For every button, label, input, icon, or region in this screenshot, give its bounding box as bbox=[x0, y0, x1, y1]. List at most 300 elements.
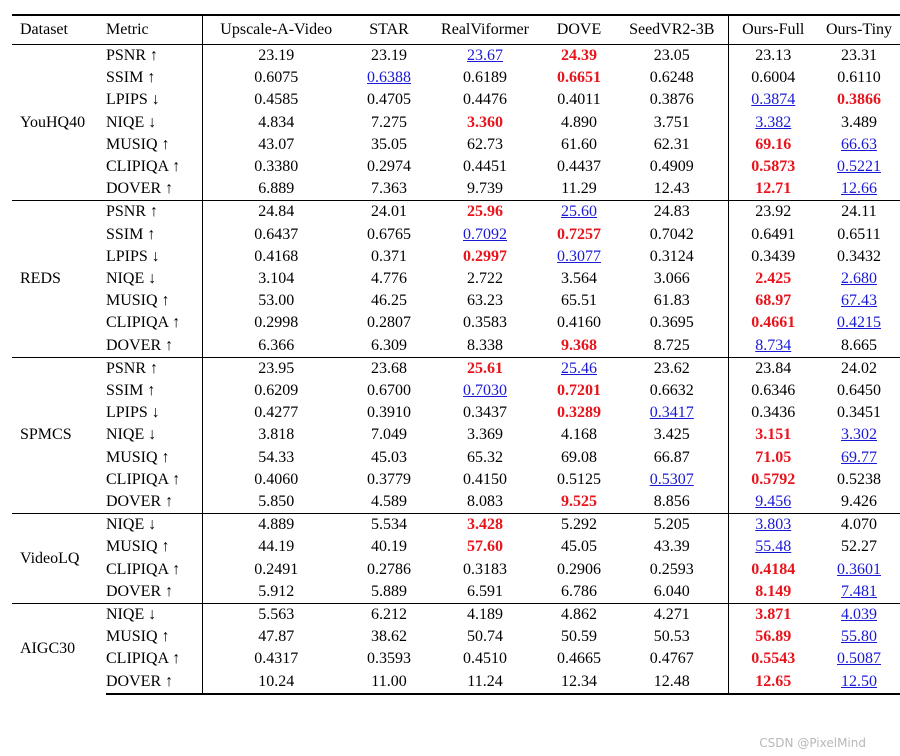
value: 50.74 bbox=[467, 628, 503, 646]
cell-ours-tiny bbox=[818, 447, 900, 469]
cell-ours-tiny bbox=[818, 112, 900, 134]
value: 10.24 bbox=[258, 672, 295, 690]
cell-star bbox=[350, 178, 428, 201]
header-realviformer: RealViformer bbox=[428, 15, 542, 45]
cell-star bbox=[350, 491, 428, 514]
value: 11.00 bbox=[371, 672, 407, 690]
cell-ours-tiny bbox=[818, 246, 900, 268]
value: 8.083 bbox=[467, 493, 503, 511]
value-second: 0.7030 bbox=[463, 382, 507, 400]
cell-upscale-a-video bbox=[202, 268, 350, 290]
value: 45.03 bbox=[371, 448, 407, 466]
value: 0.4011 bbox=[557, 91, 601, 109]
table-row bbox=[12, 380, 900, 402]
cell-star bbox=[350, 514, 428, 537]
cell-seedvr2-3b bbox=[616, 178, 728, 201]
table-row bbox=[12, 626, 900, 648]
value: 0.3380 bbox=[254, 158, 299, 176]
table-row bbox=[12, 178, 900, 201]
value: 6.786 bbox=[561, 582, 597, 600]
cell-ours-full bbox=[728, 491, 818, 514]
cell-upscale-a-video bbox=[202, 156, 350, 178]
cell-star bbox=[350, 335, 428, 358]
value-second: 0.3874 bbox=[751, 91, 796, 109]
cell-dove bbox=[542, 514, 616, 537]
value: 0.4665 bbox=[557, 650, 601, 668]
cell-dove bbox=[542, 201, 616, 224]
value: 4.862 bbox=[561, 606, 597, 624]
value: 35.05 bbox=[371, 135, 407, 153]
cell-seedvr2-3b bbox=[616, 246, 728, 268]
table-row bbox=[12, 671, 900, 694]
value: 4.776 bbox=[371, 270, 407, 288]
value-second: 0.3601 bbox=[837, 560, 881, 578]
cell-ours-full bbox=[728, 357, 818, 380]
value-second: 0.5221 bbox=[837, 158, 881, 176]
metric-label: DOVER ↑ bbox=[106, 336, 174, 354]
table-row bbox=[12, 604, 900, 627]
value-best: 3.871 bbox=[755, 606, 792, 624]
metric-label: SSIM ↑ bbox=[106, 382, 156, 400]
cell-upscale-a-video bbox=[202, 402, 350, 424]
value-best: 57.60 bbox=[467, 538, 503, 556]
value: 23.95 bbox=[258, 359, 295, 377]
dataset-label: SPMCS bbox=[12, 357, 106, 513]
table-row bbox=[12, 268, 900, 290]
cell-dove bbox=[542, 89, 616, 111]
cell-dove bbox=[542, 312, 616, 334]
cell-upscale-a-video bbox=[202, 447, 350, 469]
value-best: 3.428 bbox=[467, 516, 503, 534]
table-row bbox=[12, 424, 900, 446]
table-body bbox=[12, 45, 900, 694]
value: 66.87 bbox=[653, 448, 690, 466]
cell-seedvr2-3b bbox=[616, 469, 728, 491]
metric-label: NIQE ↓ bbox=[106, 514, 202, 537]
cell-seedvr2-3b bbox=[616, 268, 728, 290]
value: 0.3593 bbox=[367, 650, 411, 668]
cell-upscale-a-video bbox=[202, 290, 350, 312]
cell-upscale-a-video bbox=[202, 89, 350, 111]
cell-seedvr2-3b bbox=[616, 604, 728, 627]
value: 0.2974 bbox=[367, 158, 411, 176]
value-second: 0.5307 bbox=[649, 470, 694, 488]
cell-ours-tiny bbox=[818, 648, 900, 670]
cell-seedvr2-3b bbox=[616, 424, 728, 446]
metric-label: DOVER ↑ bbox=[106, 493, 174, 511]
value: 0.3436 bbox=[751, 404, 796, 422]
value: 24.01 bbox=[371, 203, 407, 221]
table-row bbox=[12, 290, 900, 312]
value: 0.371 bbox=[371, 247, 407, 265]
value: 8.665 bbox=[841, 336, 877, 354]
value: 3.751 bbox=[653, 113, 690, 131]
cell-ours-full bbox=[728, 178, 818, 201]
cell-upscale-a-video bbox=[202, 648, 350, 670]
value: 0.6765 bbox=[367, 225, 411, 243]
value-second: 25.46 bbox=[561, 359, 597, 377]
value-second: 23.67 bbox=[467, 47, 503, 64]
table-row bbox=[12, 224, 900, 246]
value-best: 0.6651 bbox=[557, 69, 601, 87]
value: 0.6632 bbox=[649, 382, 694, 400]
cell-realviformer bbox=[428, 559, 542, 581]
metric-label: NIQE ↓ bbox=[106, 113, 157, 131]
cell-dove bbox=[542, 671, 616, 694]
metric-label: DOVER ↑ bbox=[106, 582, 174, 600]
cell-star bbox=[350, 424, 428, 446]
cell-seedvr2-3b bbox=[616, 626, 728, 648]
cell-star bbox=[350, 626, 428, 648]
cell-seedvr2-3b bbox=[616, 559, 728, 581]
value: 24.83 bbox=[653, 203, 690, 221]
value: 0.3583 bbox=[463, 314, 507, 332]
metric-label: NIQE ↓ bbox=[106, 426, 157, 444]
value: 5.850 bbox=[258, 493, 295, 511]
cell-realviformer bbox=[428, 626, 542, 648]
cell-realviformer bbox=[428, 335, 542, 358]
cell-star bbox=[350, 402, 428, 424]
cell-dove bbox=[542, 134, 616, 156]
value: 7.049 bbox=[371, 426, 407, 444]
table-row bbox=[12, 469, 900, 491]
value: 6.309 bbox=[371, 336, 407, 354]
cell-star bbox=[350, 604, 428, 627]
cell-star bbox=[350, 156, 428, 178]
metric-label: CLIPIQA ↑ bbox=[106, 650, 181, 668]
value-best: 0.5543 bbox=[751, 650, 796, 668]
metric-label: SSIM ↑ bbox=[106, 225, 156, 243]
value: 0.3876 bbox=[649, 91, 694, 109]
value: 53.00 bbox=[258, 292, 295, 310]
value: 23.92 bbox=[755, 203, 792, 221]
metric-label: LPIPS ↓ bbox=[106, 404, 160, 422]
value: 24.11 bbox=[841, 203, 877, 221]
value: 0.6189 bbox=[463, 69, 507, 87]
cell-ours-full bbox=[728, 469, 818, 491]
value: 2.722 bbox=[467, 270, 503, 288]
cell-realviformer bbox=[428, 447, 542, 469]
cell-ours-full bbox=[728, 581, 818, 604]
cell-seedvr2-3b bbox=[616, 67, 728, 89]
cell-ours-tiny bbox=[818, 45, 900, 68]
cell-ours-full bbox=[728, 268, 818, 290]
cell-ours-tiny bbox=[818, 469, 900, 491]
cell-ours-full bbox=[728, 290, 818, 312]
value: 0.4767 bbox=[649, 650, 694, 668]
value: 63.23 bbox=[467, 292, 503, 310]
value-second: 3.302 bbox=[841, 426, 877, 444]
cell-dove bbox=[542, 581, 616, 604]
value-second: 55.48 bbox=[755, 538, 792, 556]
cell-ours-full bbox=[728, 112, 818, 134]
cell-ours-tiny bbox=[818, 268, 900, 290]
metric-label: MUSIQ ↑ bbox=[106, 135, 170, 153]
value: 0.6700 bbox=[367, 382, 411, 400]
value-second: 0.4215 bbox=[837, 314, 881, 332]
value-best: 12.65 bbox=[755, 672, 792, 690]
dataset-label: AIGC30 bbox=[12, 604, 106, 694]
cell-seedvr2-3b bbox=[616, 671, 728, 694]
value: 0.4705 bbox=[367, 91, 411, 109]
metric-label: MUSIQ ↑ bbox=[106, 628, 170, 646]
value: 0.4060 bbox=[254, 470, 299, 488]
metric-label: SSIM ↑ bbox=[106, 69, 156, 87]
metric-label: DOVER ↑ bbox=[106, 180, 174, 198]
value: 6.040 bbox=[653, 582, 690, 600]
value-best: 2.425 bbox=[755, 270, 792, 288]
value-second: 55.80 bbox=[841, 628, 877, 646]
cell-star bbox=[350, 134, 428, 156]
cell-dove bbox=[542, 156, 616, 178]
cell-upscale-a-video bbox=[202, 469, 350, 491]
value-best: 68.97 bbox=[755, 292, 792, 310]
metric-label: NIQE ↓ bbox=[106, 604, 202, 627]
value-best: 0.3866 bbox=[837, 91, 881, 109]
cell-upscale-a-video bbox=[202, 491, 350, 514]
cell-dove bbox=[542, 469, 616, 491]
cell-ours-tiny bbox=[818, 156, 900, 178]
value: 3.425 bbox=[653, 426, 690, 444]
value: 6.366 bbox=[258, 336, 295, 354]
value: 0.2906 bbox=[557, 560, 601, 578]
cell-dove bbox=[542, 626, 616, 648]
value: 0.5125 bbox=[557, 470, 601, 488]
metric-label: CLIPIQA ↑ bbox=[106, 560, 181, 578]
cell-ours-full bbox=[728, 648, 818, 670]
cell-star bbox=[350, 246, 428, 268]
value: 3.818 bbox=[258, 426, 295, 444]
table-row bbox=[12, 491, 900, 514]
value: 4.889 bbox=[258, 516, 295, 534]
metric-label: MUSIQ ↑ bbox=[106, 448, 170, 466]
cell-star bbox=[350, 536, 428, 558]
value: 0.2807 bbox=[367, 314, 411, 332]
value: 0.6248 bbox=[649, 69, 694, 87]
value: 0.4510 bbox=[463, 650, 507, 668]
cell-ours-tiny bbox=[818, 491, 900, 514]
value: 7.363 bbox=[371, 180, 407, 198]
table-row bbox=[12, 581, 900, 604]
cell-star bbox=[350, 312, 428, 334]
metric-label: CLIPIQA ↑ bbox=[106, 314, 181, 332]
cell-dove bbox=[542, 491, 616, 514]
cell-dove bbox=[542, 112, 616, 134]
cell-ours-tiny bbox=[818, 224, 900, 246]
cell-dove bbox=[542, 268, 616, 290]
value: 3.489 bbox=[841, 113, 877, 131]
header-star: STAR bbox=[350, 15, 428, 45]
cell-star bbox=[350, 357, 428, 380]
value: 12.43 bbox=[653, 180, 690, 198]
table-row bbox=[12, 447, 900, 469]
value: 0.6511 bbox=[837, 225, 881, 243]
table-row bbox=[12, 335, 900, 358]
value: 6.889 bbox=[258, 180, 295, 198]
cell-seedvr2-3b bbox=[616, 290, 728, 312]
value: 43.07 bbox=[258, 135, 295, 153]
cell-upscale-a-video bbox=[202, 671, 350, 694]
cell-realviformer bbox=[428, 45, 542, 68]
value: 0.3437 bbox=[463, 404, 507, 422]
value: 8.725 bbox=[653, 336, 690, 354]
value: 47.87 bbox=[258, 628, 295, 646]
value: 46.25 bbox=[371, 292, 407, 310]
cell-ours-tiny bbox=[818, 380, 900, 402]
value-best: 0.3289 bbox=[557, 404, 601, 422]
cell-dove bbox=[542, 559, 616, 581]
cell-realviformer bbox=[428, 648, 542, 670]
cell-ours-full bbox=[728, 402, 818, 424]
value-second: 69.77 bbox=[841, 448, 877, 466]
value: 38.62 bbox=[371, 628, 407, 646]
cell-realviformer bbox=[428, 491, 542, 514]
value: 4.890 bbox=[561, 113, 597, 131]
metric-label: PSNR ↑ bbox=[106, 201, 202, 224]
value: 0.3439 bbox=[751, 247, 796, 265]
value: 12.48 bbox=[653, 672, 690, 690]
cell-dove bbox=[542, 335, 616, 358]
cell-seedvr2-3b bbox=[616, 581, 728, 604]
cell-star bbox=[350, 581, 428, 604]
value: 23.62 bbox=[653, 359, 690, 377]
value: 23.19 bbox=[371, 47, 407, 64]
cell-seedvr2-3b bbox=[616, 224, 728, 246]
metric-label: CLIPIQA ↑ bbox=[106, 158, 181, 176]
value: 40.19 bbox=[371, 538, 407, 556]
cell-realviformer bbox=[428, 380, 542, 402]
value-second: 2.680 bbox=[841, 270, 877, 288]
cell-upscale-a-video bbox=[202, 246, 350, 268]
cell-seedvr2-3b bbox=[616, 491, 728, 514]
table-row bbox=[12, 89, 900, 111]
cell-ours-full bbox=[728, 447, 818, 469]
cell-ours-tiny bbox=[818, 424, 900, 446]
dataset-label: REDS bbox=[12, 201, 106, 357]
value: 62.73 bbox=[467, 135, 503, 153]
cell-upscale-a-video bbox=[202, 424, 350, 446]
cell-star bbox=[350, 559, 428, 581]
cell-realviformer bbox=[428, 89, 542, 111]
cell-ours-tiny bbox=[818, 67, 900, 89]
cell-realviformer bbox=[428, 671, 542, 694]
metric-label: MUSIQ ↑ bbox=[106, 292, 170, 310]
cell-dove bbox=[542, 604, 616, 627]
table-row bbox=[12, 312, 900, 334]
metric-label: MUSIQ ↑ bbox=[106, 538, 170, 556]
cell-ours-tiny bbox=[818, 671, 900, 694]
value-best: 8.149 bbox=[755, 582, 792, 600]
cell-ours-full bbox=[728, 156, 818, 178]
value-second: 8.734 bbox=[755, 336, 792, 354]
value: 0.4168 bbox=[254, 247, 299, 265]
cell-seedvr2-3b bbox=[616, 335, 728, 358]
value-best: 0.7257 bbox=[557, 225, 601, 243]
value: 0.6437 bbox=[254, 225, 299, 243]
cell-ours-tiny bbox=[818, 581, 900, 604]
value: 11.24 bbox=[467, 672, 503, 690]
value: 9.426 bbox=[841, 493, 877, 511]
value: 5.534 bbox=[371, 516, 407, 534]
value-best: 9.368 bbox=[561, 336, 597, 354]
cell-realviformer bbox=[428, 268, 542, 290]
value-best: 0.5792 bbox=[751, 470, 796, 488]
cell-upscale-a-video bbox=[202, 357, 350, 380]
cell-star bbox=[350, 648, 428, 670]
cell-upscale-a-video bbox=[202, 201, 350, 224]
value: 0.2786 bbox=[367, 560, 411, 578]
cell-upscale-a-video bbox=[202, 134, 350, 156]
value: 24.02 bbox=[841, 359, 877, 377]
value-best: 0.4184 bbox=[751, 560, 796, 578]
cell-realviformer bbox=[428, 290, 542, 312]
cell-realviformer bbox=[428, 312, 542, 334]
cell-realviformer bbox=[428, 178, 542, 201]
cell-dove bbox=[542, 536, 616, 558]
table-row bbox=[12, 67, 900, 89]
header-metric: Metric bbox=[106, 15, 202, 45]
value: 0.4909 bbox=[649, 158, 694, 176]
cell-ours-full bbox=[728, 67, 818, 89]
cell-upscale-a-video bbox=[202, 67, 350, 89]
metric-label: PSNR ↑ bbox=[106, 357, 202, 380]
cell-ours-tiny bbox=[818, 290, 900, 312]
value: 5.889 bbox=[371, 582, 407, 600]
cell-upscale-a-video bbox=[202, 178, 350, 201]
value: 50.59 bbox=[561, 628, 597, 646]
value: 0.4437 bbox=[557, 158, 601, 176]
table-row bbox=[12, 45, 900, 68]
cell-seedvr2-3b bbox=[616, 134, 728, 156]
value: 4.271 bbox=[653, 606, 690, 624]
cell-dove bbox=[542, 402, 616, 424]
header-ours-full: Ours-Full bbox=[728, 15, 818, 45]
value-best: 0.4661 bbox=[751, 314, 796, 332]
value: 0.6004 bbox=[751, 69, 796, 87]
value: 23.31 bbox=[841, 47, 877, 64]
cell-ours-tiny bbox=[818, 178, 900, 201]
cell-star bbox=[350, 268, 428, 290]
cell-realviformer bbox=[428, 112, 542, 134]
cell-ours-full bbox=[728, 604, 818, 627]
value: 3.369 bbox=[467, 426, 503, 444]
value-second: 4.039 bbox=[841, 606, 877, 624]
cell-upscale-a-video bbox=[202, 380, 350, 402]
value: 3.066 bbox=[653, 270, 690, 288]
cell-dove bbox=[542, 648, 616, 670]
cell-realviformer bbox=[428, 67, 542, 89]
value: 5.563 bbox=[258, 606, 295, 624]
value-best: 9.525 bbox=[561, 493, 597, 511]
cell-seedvr2-3b bbox=[616, 45, 728, 68]
cell-star bbox=[350, 201, 428, 224]
value: 23.05 bbox=[653, 47, 690, 64]
results-table bbox=[12, 14, 900, 695]
cell-ours-full bbox=[728, 424, 818, 446]
value-second: 12.50 bbox=[841, 672, 877, 690]
cell-dove bbox=[542, 424, 616, 446]
header-dove: DOVE bbox=[542, 15, 616, 45]
cell-ours-tiny bbox=[818, 335, 900, 358]
value: 0.4277 bbox=[254, 404, 299, 422]
value: 0.5238 bbox=[837, 470, 881, 488]
cell-ours-tiny bbox=[818, 312, 900, 334]
cell-upscale-a-video bbox=[202, 559, 350, 581]
cell-star bbox=[350, 380, 428, 402]
cell-realviformer bbox=[428, 424, 542, 446]
value: 0.3695 bbox=[649, 314, 694, 332]
cell-ours-tiny bbox=[818, 559, 900, 581]
